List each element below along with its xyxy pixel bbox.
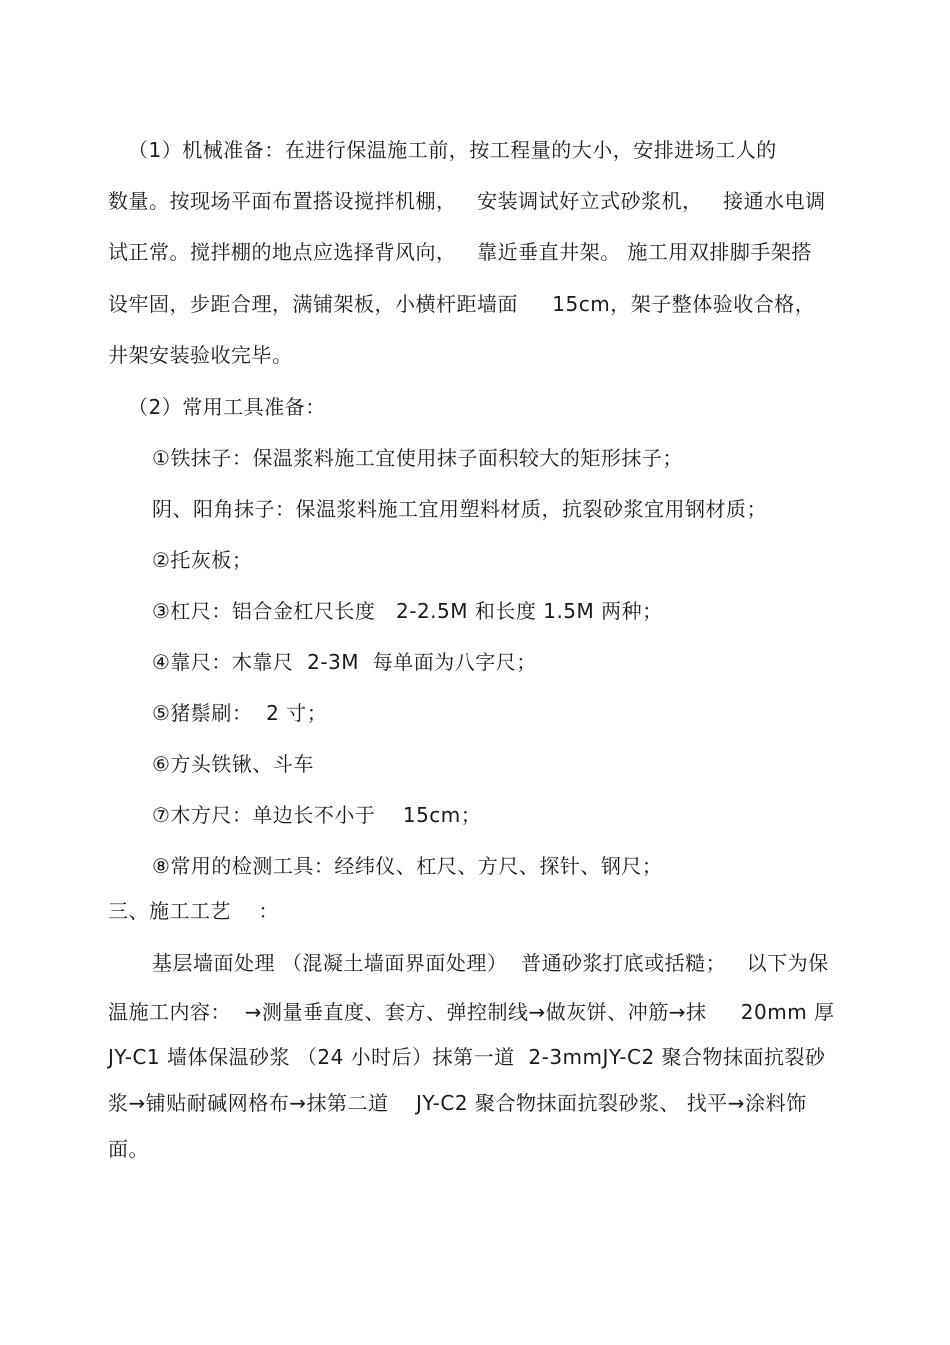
process-line-5: 面。 — [108, 1137, 149, 1161]
tool-item-5: ⑤猪鬃刷： 2 寸； — [152, 701, 328, 725]
tool-item-4: ④靠尺：木靠尺 2-3M 每单面为八字尺； — [152, 650, 537, 674]
para1-line-2: 数量。按现场平面布置搭设搅拌机棚， 安装调试好立式砂浆机， 接通水电调 — [108, 189, 826, 213]
process-line-2: 温施工内容： →测量垂直度、套方、弹控制线→做灰饼、冲筋→抹 20mm 厚 — [108, 1000, 835, 1024]
tool-item-6: ⑥方头铁锹、斗车 — [152, 752, 314, 776]
tool-item-2: ②托灰板； — [152, 548, 253, 572]
para1-line-1: （1）机械准备：在进行保温施工前，按工程量的大小，安排进场工人的 — [128, 138, 777, 162]
para1-line-4: 设牢固，步距合理，满铺架板，小横杆距墙面 15cm，架子整体验收合格， — [108, 292, 816, 316]
tool-item-7: ⑦木方尺：单边长不小于 15cm； — [152, 803, 482, 827]
process-line-1: 基层墙面处理 （混凝土墙面界面处理） 普通砂浆打底或括糙； 以下为保 — [152, 951, 829, 975]
tool-item-3: ③杠尺：铝合金杠尺长度 2-2.5M 和长度 1.5M 两种； — [152, 599, 663, 623]
process-line-3: JY-C1 墙体保温砂浆 （24 小时后）抹第一道 2-3mmJY-C2 聚合物抹面抗裂砂 — [108, 1045, 826, 1069]
para1-line-3: 试正常。搅拌棚的地点应选择背风向， 靠近垂直井架。 施工用双排脚手架搭 — [108, 240, 812, 264]
tool-item-1b: 阴、阳角抹子：保温浆料施工宜用塑料材质，抗裂砂浆宜用钢材质； — [152, 497, 767, 521]
section-heading-process: 三、施工工艺 ： — [108, 899, 279, 923]
tool-item-8: ⑧常用的检测工具：经纬仪、杠尺、方尺、探针、钢尺； — [152, 854, 663, 878]
process-line-4: 浆→铺贴耐碱网格布→抹第二道 JY-C2 聚合物抹面抗裂砂浆、 找平→涂料饰 — [108, 1091, 807, 1115]
tool-item-1: ①铁抹子：保温浆料施工宜使用抹子面积较大的矩形抹子； — [152, 446, 683, 470]
para1-line-5: 井架安装验收完毕。 — [108, 343, 293, 367]
tools-heading: （2）常用工具准备： — [128, 395, 326, 419]
